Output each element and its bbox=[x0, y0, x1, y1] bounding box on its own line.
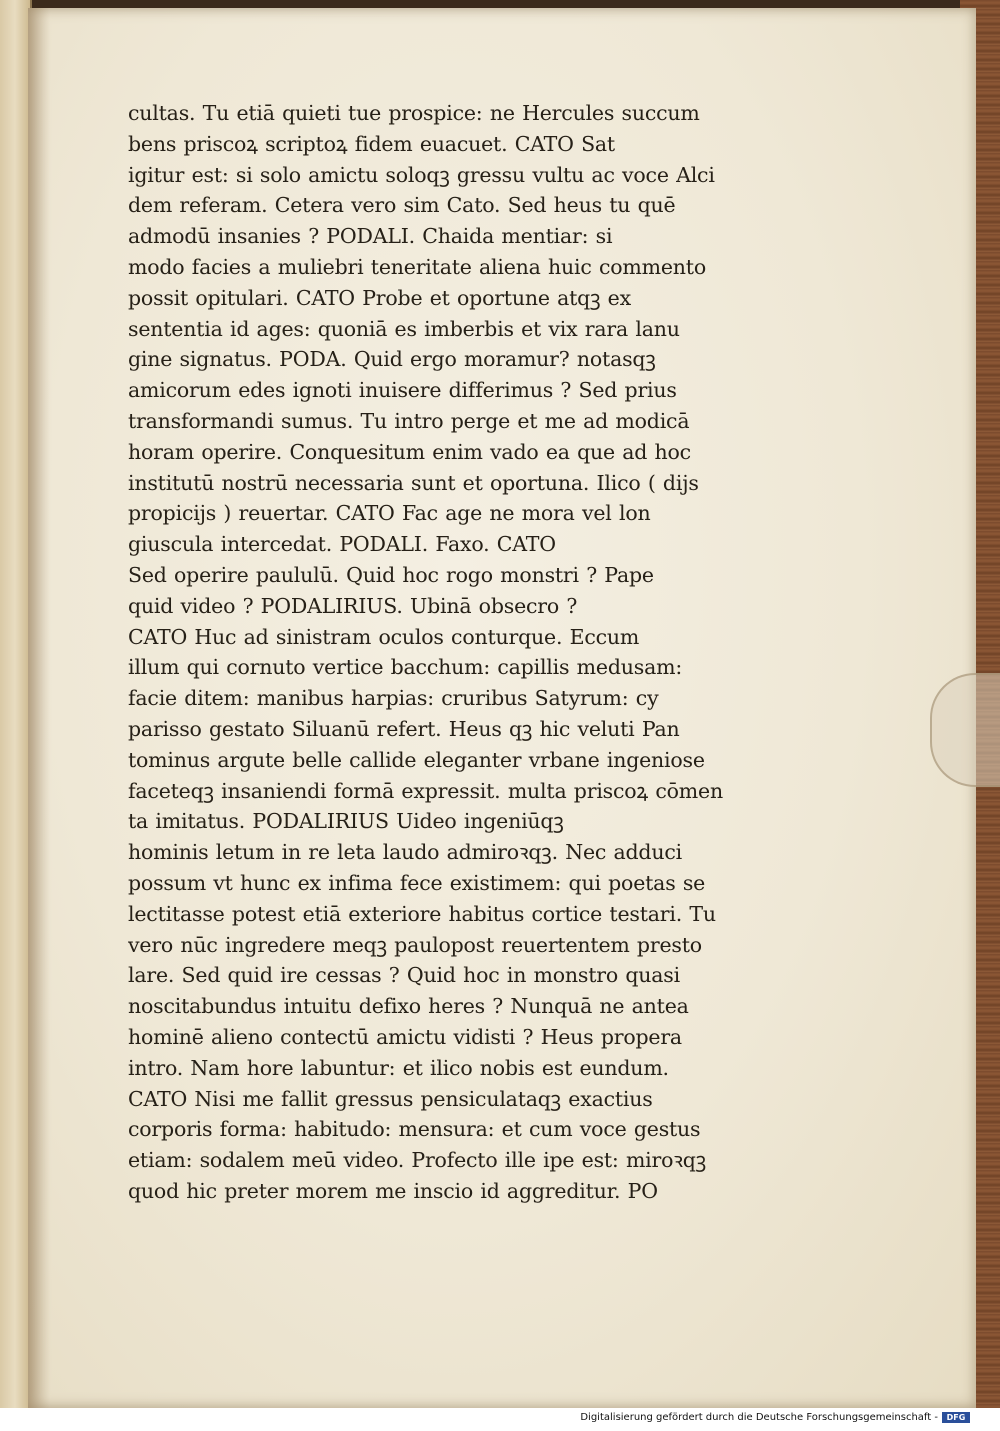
text-line: transformandi sumus. Tu intro perge et me ad modicā bbox=[128, 408, 690, 433]
text-line: illum qui cornuto vertice bacchum: capillis medusam: bbox=[128, 655, 683, 680]
text-line: possum vt hunc ex infima fece existimem: qui poetas se bbox=[128, 870, 706, 895]
text-line: quod hic preter morem me inscio id aggreditur. PO bbox=[128, 1178, 658, 1203]
text-line: ta imitatus. PODALIRIUS Uideo ingeniūqꝫ bbox=[128, 809, 564, 834]
text-line: quid video ? PODALIRIUS. Ubinā obsecro ? bbox=[128, 593, 578, 618]
text-line: modo facies a muliebri teneritate aliena huic commento bbox=[128, 254, 706, 279]
text-line: giuscula intercedat. PODALI. Faxo. CATO bbox=[128, 532, 556, 557]
text-line: noscitabundus intuitu defixo heres ? Nunquā ne antea bbox=[128, 994, 689, 1019]
text-line: facie ditem: manibus harpias: cruribus Satyrum: cy bbox=[128, 686, 659, 711]
text-line: sententia id ages: quoniā es imberbis et vix rara lanu bbox=[128, 316, 680, 341]
gutter-shadow bbox=[28, 8, 50, 1408]
text-line: vero nūc ingredere meqꝫ paulopost reuertentem presto bbox=[128, 932, 702, 957]
text-line: corporis forma: habitudo: mensura: et cum voce gestus bbox=[128, 1117, 701, 1142]
text-line: CATO Huc ad sinistram oculos conturque. Eccum bbox=[128, 624, 640, 649]
text-line: gine signatus. PODA. Quid ergo moramur? notasqꝫ bbox=[128, 347, 656, 372]
footer-credit-text: Digitalisierung gefördert durch die Deutsche Forschungsgemeinschaft - bbox=[580, 1412, 938, 1423]
printed-text-block bbox=[128, 98, 748, 1207]
text-line: lectitasse potest etiā exteriore habitus cortice testari. Tu bbox=[128, 901, 716, 926]
text-line: etiam: sodalem meū video. Profecto ille ipe est: miroꝛqꝫ bbox=[128, 1148, 706, 1173]
footer-credit bbox=[580, 1412, 970, 1423]
text-line: lare. Sed quid ire cessas ? Quid hoc in monstro quasi bbox=[128, 963, 680, 988]
text-line: possit opitulari. CATO Probe et oportune atqꝫ ex bbox=[128, 285, 631, 310]
text-line: hominē alieno contectū amictu vidisti ? Heus propera bbox=[128, 1024, 682, 1049]
text-line: Sed operire paululū. Quid hoc rogo monstri ? Pape bbox=[128, 562, 654, 587]
text-line: amicorum edes ignoti inuisere differimus ? Sed prius bbox=[128, 378, 677, 403]
dfg-logo: DFG bbox=[942, 1412, 970, 1423]
text-line: CATO Nisi me fallit gressus pensiculataqꝫ exactius bbox=[128, 1086, 653, 1111]
text-line: tominus argute belle callide eleganter vrbane ingeniose bbox=[128, 747, 705, 772]
text-line: institutū nostrū necessaria sunt et oportuna. Ilico ( dijs bbox=[128, 470, 699, 495]
text-line: admodū insanies ? PODALI. Chaida mentiar: si bbox=[128, 224, 613, 249]
text-line: parisso gestato Siluanū refert. Heus qꝫ hic veluti Pan bbox=[128, 716, 680, 741]
page-clip-tab bbox=[930, 673, 1000, 787]
text-line: propicijs ) reuertar. CATO Fac age ne mora vel lon bbox=[128, 501, 651, 526]
text-line: igitur est: si solo amictu soloqꝫ gressu vultu ac voce Alci bbox=[128, 162, 715, 187]
text-line: horam operire. Conquesitum enim vado ea que ad hoc bbox=[128, 439, 691, 464]
text-line: hominis letum in re leta laudo admiroꝛqꝫ. Nec adduci bbox=[128, 840, 682, 865]
text-line: intro. Nam hore labuntur: et ilico nobis est eundum. bbox=[128, 1055, 669, 1080]
text-line: cultas. Tu etiā quieti tue prospice: ne Hercules succum bbox=[128, 101, 700, 125]
text-line: bens priscoꝝ scriptoꝝ fidem euacuet. CATO Sat bbox=[128, 131, 615, 156]
text-line: faceteqꝫ insaniendi formā expressit. multa priscoꝝ cōmen bbox=[128, 778, 723, 803]
text-line: dem referam. Cetera vero sim Cato. Sed heus tu quē bbox=[128, 193, 676, 218]
